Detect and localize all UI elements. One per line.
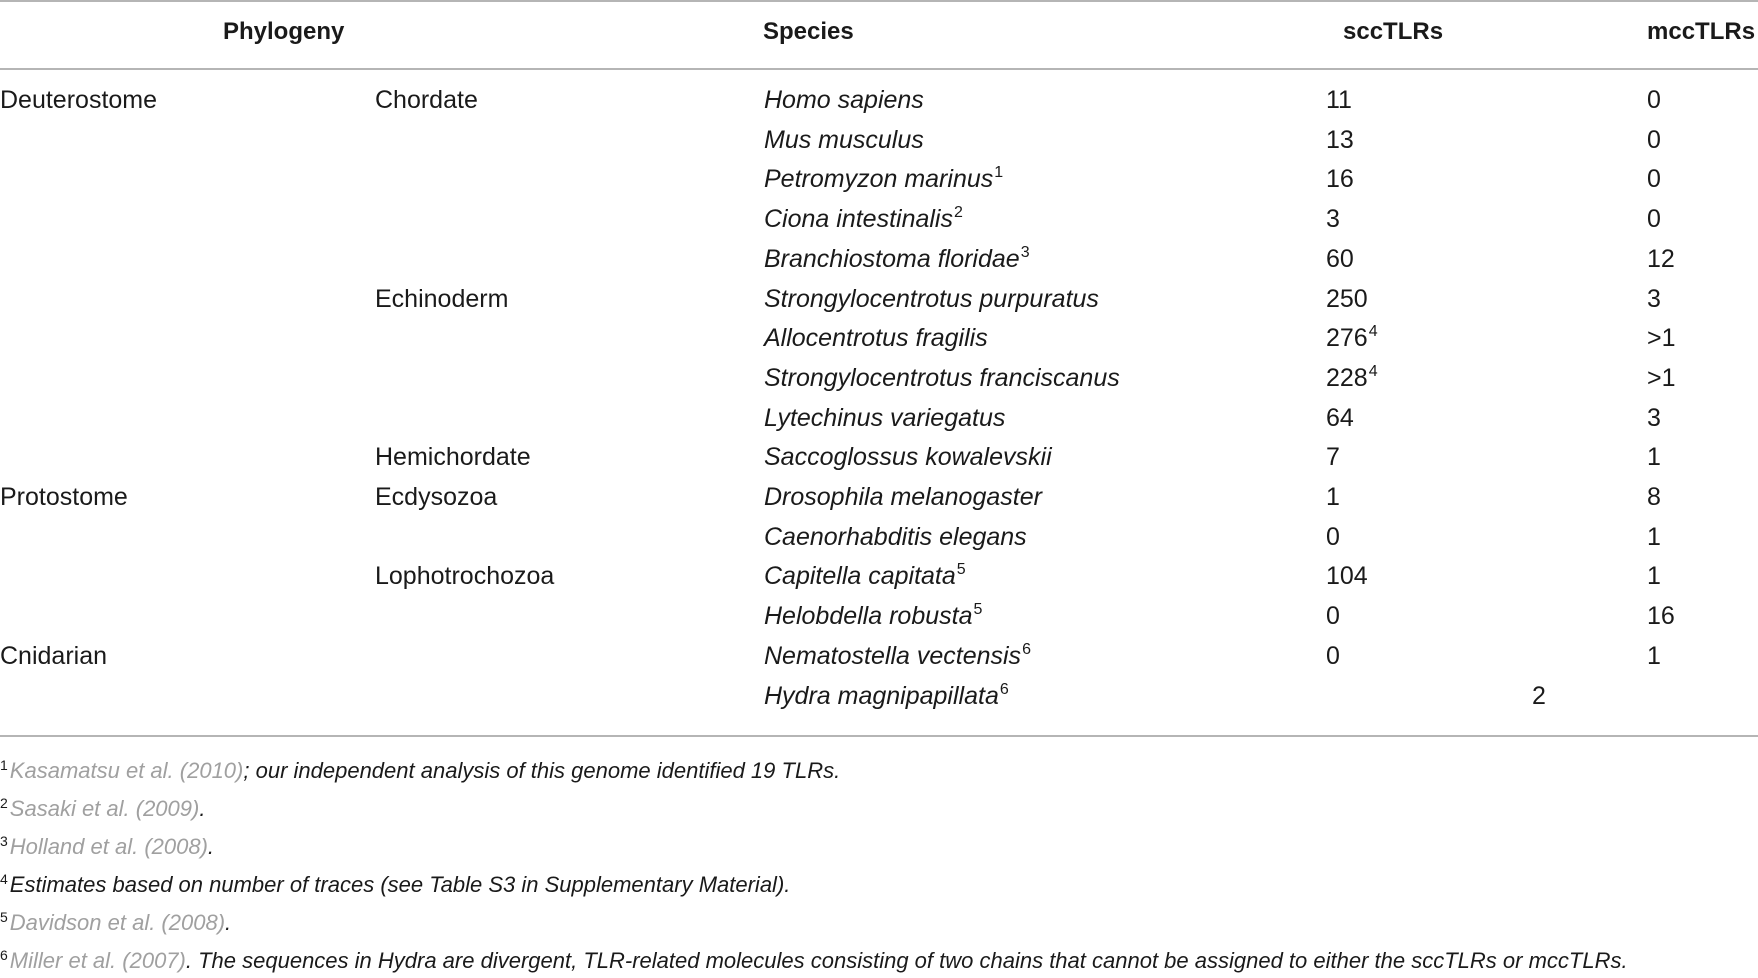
header-scctlrs: sccTLRs (1343, 18, 1444, 45)
table-row-hydra (0, 676, 1758, 716)
footnote (0, 794, 205, 826)
group-cell: Lophotrochozoa (375, 562, 555, 591)
species-cell: Allocentrotus fragilis (764, 324, 988, 353)
footnote-number: 4 (0, 871, 8, 887)
scctlrs-cell: 0 (1326, 602, 1340, 631)
footnote-text: ; our independent analysis of this genome identified 19 TLRs. (243, 758, 841, 783)
table-row (0, 120, 1758, 160)
table-row (0, 398, 1758, 438)
species-footnote-mark: 1 (994, 164, 1004, 182)
scctlrs-cell: 0 (1326, 522, 1340, 551)
scctlrs-cell: 13 (1326, 125, 1354, 154)
table-row (0, 477, 1758, 517)
species-cell: Homo sapiens (764, 86, 924, 114)
footnote-text: . The sequences in Hydra are divergent, TLR-related molecules consisting of two chains that cannot be assigned to either the sccTLRs or mccTLRs. (185, 948, 1628, 973)
species-cell: Drosophila melanogaster (764, 483, 1042, 511)
footnote (0, 908, 231, 940)
footnote-text: . (199, 796, 206, 821)
mcctlrs-cell: 3 (1647, 403, 1661, 432)
table-row (0, 159, 1758, 199)
mcctlrs-cell: 16 (1647, 602, 1675, 631)
footnote-text: . (225, 910, 232, 935)
mcctlrs-cell: 1 (1647, 443, 1661, 472)
header-phylogeny: Phylogeny (223, 18, 345, 45)
footnote-number: 6 (0, 947, 8, 963)
species-cell: Capitella capitata$^5$ (764, 561, 966, 591)
table-row (0, 279, 1758, 319)
species-cell: Mus musculus (764, 125, 924, 154)
table-bottom-rule (0, 735, 1758, 737)
mcctlrs-cell: 0 (1647, 205, 1661, 234)
mcctlrs-cell: 0 (1647, 125, 1661, 154)
header-mcctlrs: mccTLRs (1647, 18, 1756, 45)
species-cell: Lytechinus variegatus (764, 403, 1006, 432)
phylum-cell: Protostome (0, 483, 128, 511)
footnote-text: . (207, 834, 215, 859)
scctlrs-cell: 3 (1326, 205, 1340, 234)
table-row (0, 636, 1758, 676)
footnote-number: 2 (0, 795, 8, 811)
group-cell: Hemichordate (375, 443, 531, 472)
table-row (0, 556, 1758, 596)
scctlrs-cell: 1 (1326, 483, 1340, 511)
table-row (0, 318, 1758, 358)
mcctlrs-cell: 0 (1647, 86, 1661, 114)
scctlrs-cell: 64 (1326, 403, 1354, 432)
scctlrs-cell: 11 (1326, 86, 1352, 114)
species-footnote-mark: 5 (956, 561, 966, 579)
table-row (0, 596, 1758, 636)
species-cell: Ciona intestinalis$^2$ (764, 204, 963, 234)
species-footnote-mark: 2 (954, 204, 963, 222)
phylum-cell: Deuterostome (0, 86, 158, 114)
scctlrs-cell: 7 (1326, 443, 1340, 472)
species-footnote-mark: 5 (973, 601, 983, 619)
table-row (0, 239, 1758, 279)
table-row (0, 80, 1758, 120)
group-cell: Ecdysozoa (375, 483, 498, 511)
footnote-number: 1 (0, 757, 8, 773)
species-footnote-mark: 3 (1020, 243, 1030, 261)
footnote (0, 756, 840, 788)
footnote (0, 832, 214, 864)
scctlrs-cell: 250 (1326, 284, 1368, 313)
species-cell: Caenorhabditis elegans (764, 522, 1027, 551)
species-cell: Nematostella vectensis$^6$ (764, 640, 1031, 670)
species-cell: Hydra magnipapillata$^6$ (764, 680, 1009, 710)
species-cell: Petromyzon marinus$^1$ (764, 164, 1004, 194)
mcctlrs-cell: 1 (1647, 522, 1661, 551)
group-cell: Echinoderm (375, 284, 509, 313)
species-footnote-mark: 6 (1022, 640, 1031, 658)
mcctlrs-cell: 1 (1647, 562, 1661, 591)
header-rule (0, 68, 1758, 70)
footnote-number: 3 (0, 833, 8, 849)
species-cell: Strongylocentrotus purpuratus (764, 284, 1099, 313)
footnote-reference-link[interactable]: Kasamatsu et al. (2010) (9, 758, 244, 783)
species-cell: Helobdella robusta$^5$ (764, 601, 983, 631)
footnote-reference-link[interactable]: Miller et al. (2007) (9, 948, 186, 973)
scctlrs-cell: 16 (1326, 165, 1354, 194)
merged-count-cell: 2 (1532, 681, 1546, 710)
table-row (0, 199, 1758, 239)
table-row (0, 358, 1758, 398)
footnote-reference-link[interactable]: Holland et al. (2008) (9, 834, 208, 859)
table-row (0, 517, 1758, 557)
footnote-reference-link[interactable]: Davidson et al. (2008) (9, 910, 226, 935)
scctlrs-cell: 0 (1326, 641, 1340, 670)
scctlrs-cell: 104 (1326, 562, 1368, 591)
footnote-number: 5 (0, 909, 8, 925)
mcctlrs-cell: >1 (1647, 363, 1676, 392)
group-cell: Chordate (375, 86, 478, 114)
header-species: Species (763, 18, 854, 45)
mcctlrs-cell: 8 (1647, 483, 1661, 511)
mcctlrs-cell: 0 (1647, 165, 1661, 194)
mcctlrs-cell: >1 (1647, 324, 1676, 353)
table-row (0, 437, 1758, 477)
scc-footnote-mark: 4 (1368, 362, 1378, 380)
footnote-reference-link[interactable]: Sasaki et al. (2009) (9, 796, 200, 821)
scctlrs-cell: $228^4$ (1326, 362, 1378, 392)
mcctlrs-cell: 12 (1647, 244, 1675, 273)
scc-footnote-mark: 4 (1368, 323, 1378, 341)
phylum-cell: Cnidarian (0, 641, 108, 670)
species-cell: Saccoglossus kowalevskii (764, 443, 1052, 472)
table-top-rule (0, 0, 1758, 2)
mcctlrs-cell: 3 (1647, 284, 1661, 313)
footnote (0, 870, 790, 902)
footnote (0, 946, 1628, 978)
scctlrs-cell: 60 (1326, 244, 1354, 273)
mcctlrs-cell: 1 (1647, 641, 1661, 670)
footnote-text: Estimates based on number of traces (see Table S3 in Supplementary Material). (9, 872, 791, 897)
species-cell: Strongylocentrotus franciscanus (764, 363, 1120, 392)
species-cell: Branchiostoma floridae$^3$ (764, 243, 1030, 273)
scctlrs-cell: $276^4$ (1326, 323, 1378, 353)
